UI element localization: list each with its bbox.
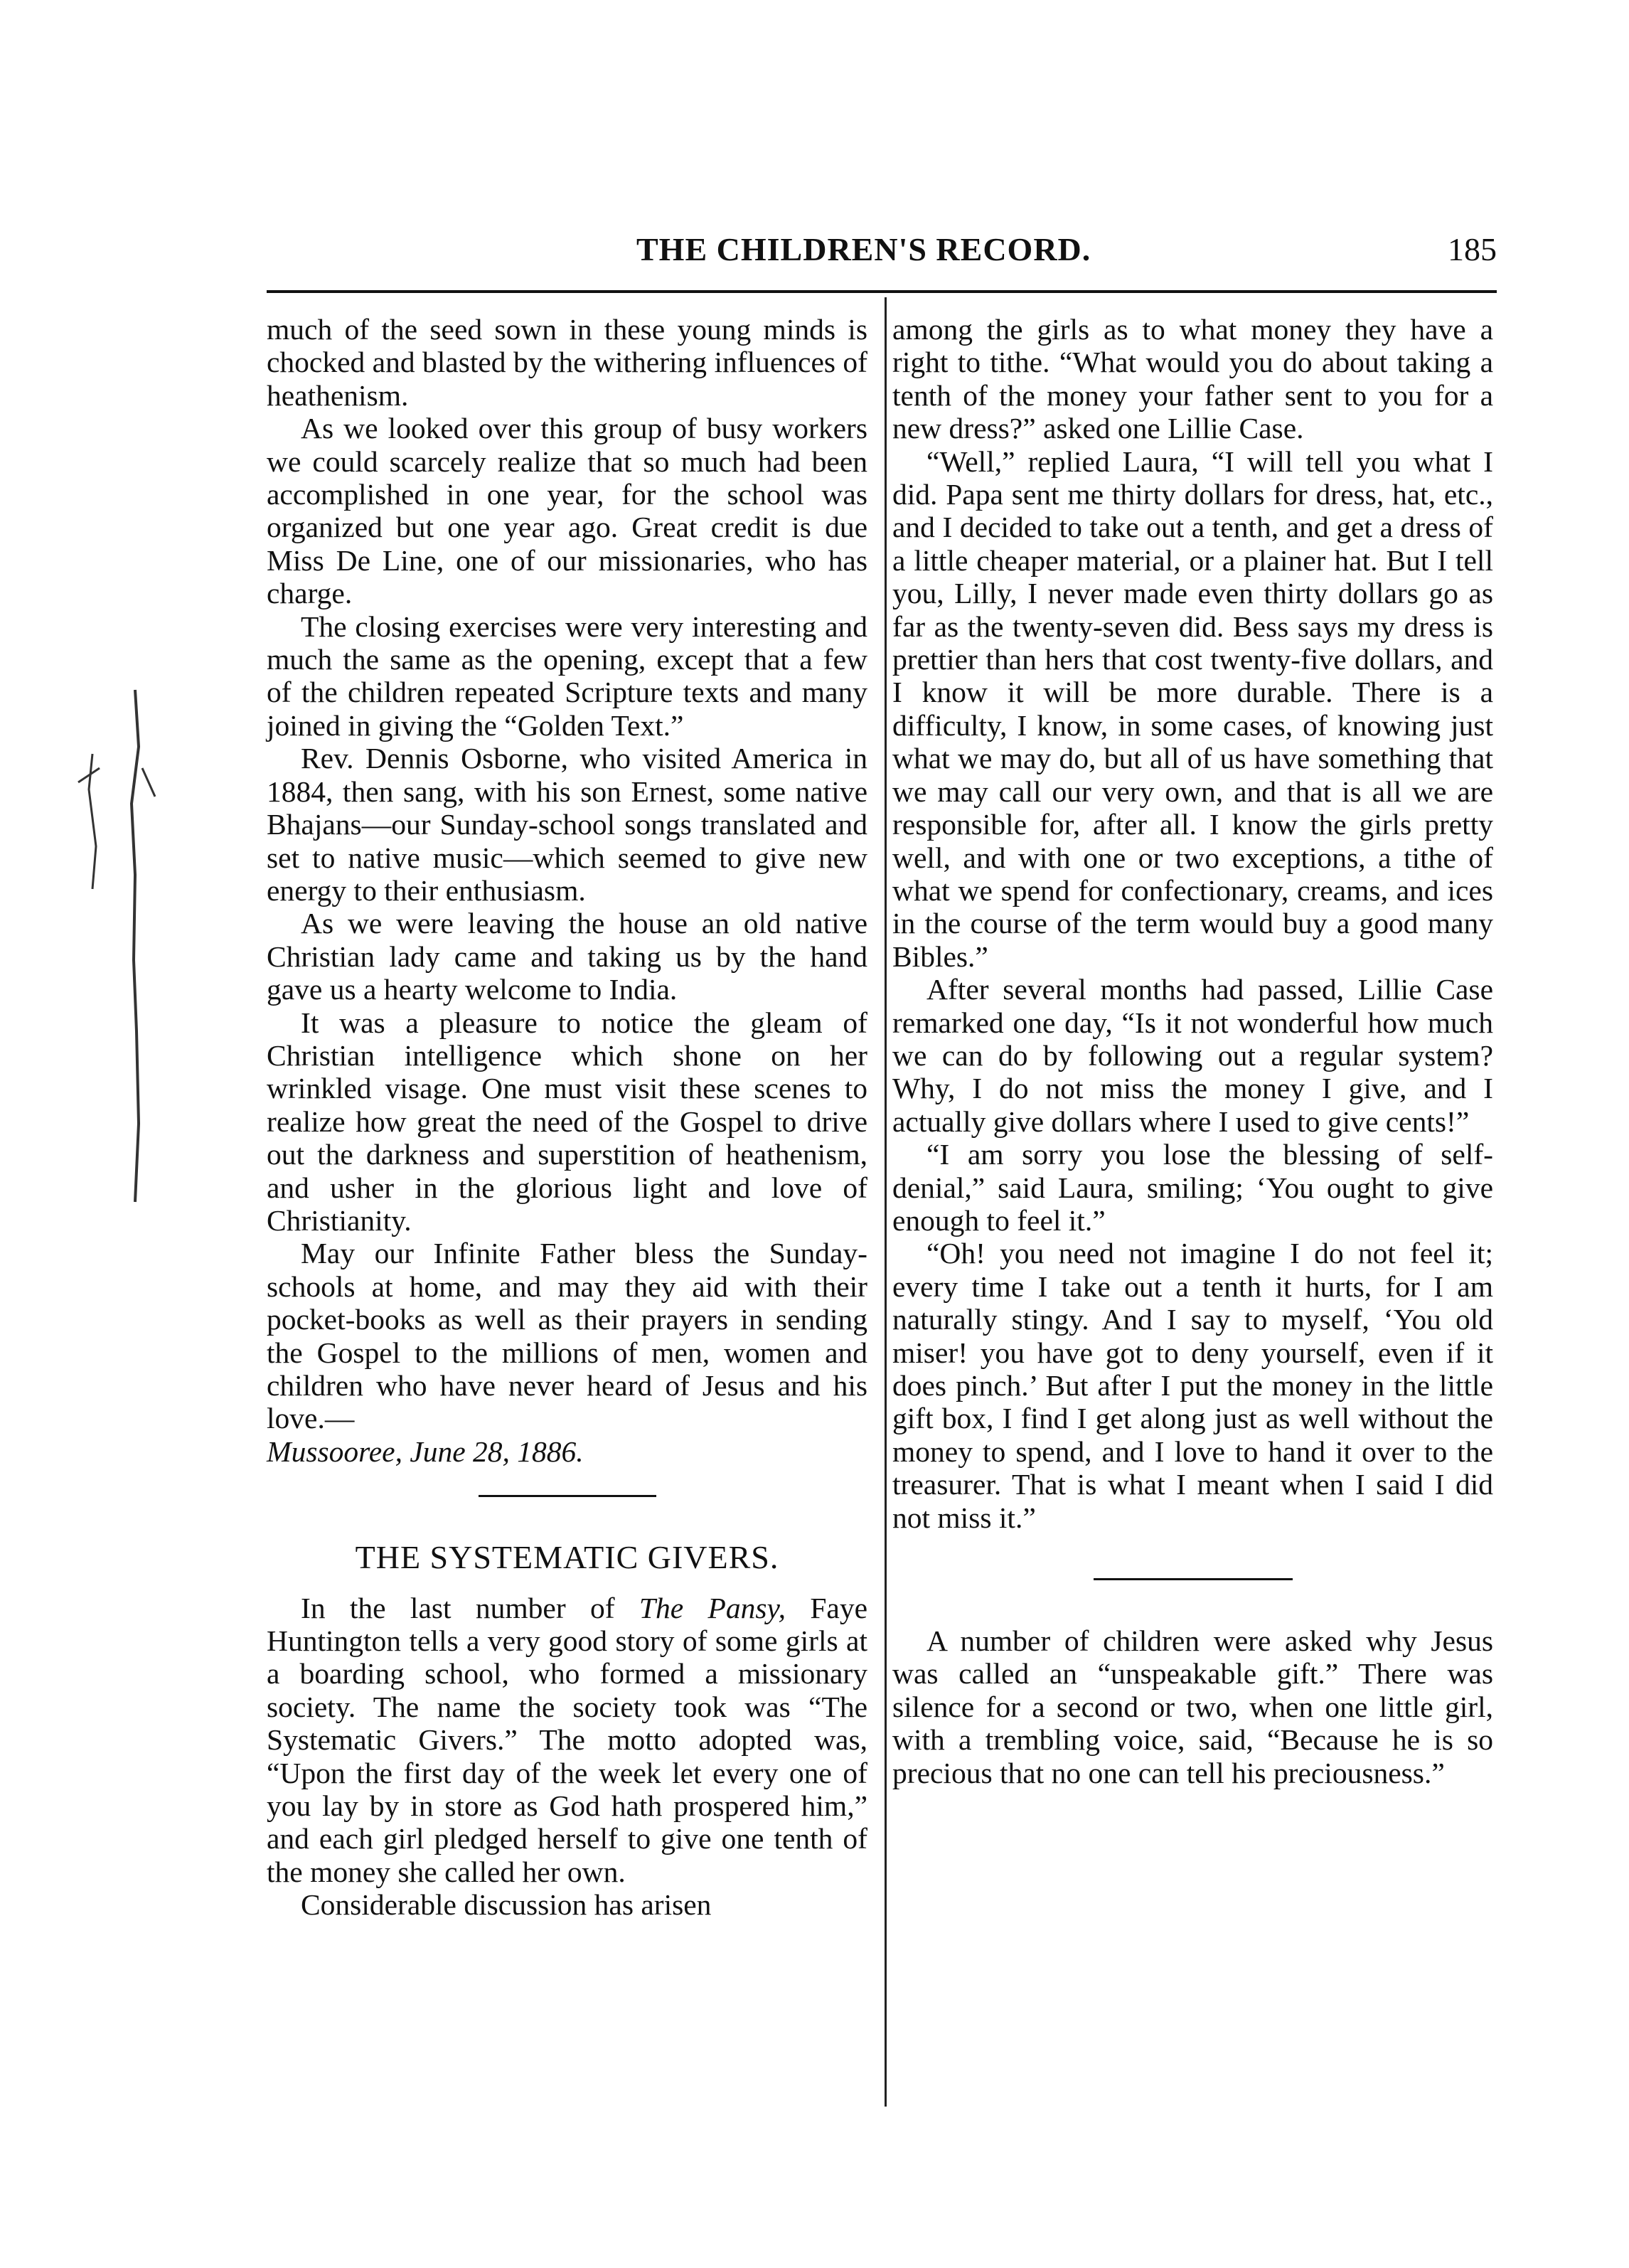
paragraph: “I am sorry you lose the blessing of self-denial,” said Laura, smiling; ‘You ought to give enough to feel it.” bbox=[892, 1138, 1493, 1237]
paragraph bbox=[267, 1592, 867, 1889]
paragraph: “Oh! you need not imagine I do not feel it; every time I take out a tenth it hurts, for I am naturally stingy. And I say to myself, ‘You old miser! you have got to deny yourself, even if it does pinch.’ But after I put the money in the little gift box, I find I get along just as well without the money to spend, and I love to hand it over to the treasurer. That is what I meant when I said I did not miss it.” bbox=[892, 1237, 1493, 1534]
margin-pencil-marks bbox=[71, 661, 164, 1230]
header-rule bbox=[267, 290, 1497, 293]
section-rule bbox=[479, 1495, 656, 1497]
paragraph: Considerable discussion has arisen bbox=[301, 1888, 712, 1922]
running-header bbox=[267, 226, 1497, 276]
paragraph: Rev. Dennis Osborne, who visited America in 1884, then sang, with his son Ernest, some native Bhajans—our Sunday-school songs translated and set to native music—which seemed to give new energy to their enthusiasm. bbox=[267, 742, 867, 907]
column-divider bbox=[885, 297, 887, 2107]
page-number: 185 bbox=[1448, 231, 1497, 267]
paragraph: May our Infinite Father bless the Sunday-schools at home, and may they aid with their pocket-books as well as their prayers in sending the Gospel to the millions of men, women and children who have never heard of Jesus and his love.— bbox=[267, 1237, 867, 1435]
section-title: THE SYSTEMATIC GIVERS. bbox=[355, 1539, 779, 1576]
journal-title: THE CHILDREN'S RECORD. bbox=[636, 231, 1091, 267]
intro-text: Faye Huntington tells a very good story of some girls at a boarding school, who formed a missionary society. The name the society took was “The Systematic Givers.” The motto adopted was, “Upon the first day of the week let every one of you lay by in store as God hath prospered him,” and each girl pledged herself to give one tenth of the money she called her own. bbox=[267, 1591, 867, 1888]
paragraph: It was a pleasure to notice the gleam of Christian intelligence which shone on her wrinkled visage. One must visit these scenes to realize how great the need of the Gospel to drive out the darkness and superstition of heathenism, and usher in the glorious light and love of Christianity. bbox=[267, 1006, 867, 1237]
paragraph: After several months had passed, Lillie Case remarked one day, “Is it not wonderful how much we can do by following out a regular system? Why, I do not miss the money I give, and I actually give dollars where I used to give cents!” bbox=[892, 973, 1493, 1138]
paragraph: As we looked over this group of busy workers we could scarcely realize that so much had been accomplished in one year, for the school was organized but one year ago. Great credit is due Miss De Line, one of our missionaries, who has charge. bbox=[267, 412, 867, 610]
intro-text: In the last number of bbox=[301, 1591, 639, 1624]
closing-paragraph: A number of children were asked why Jesus was called an “unspeakable gift.” There was silence for a second or two, when one little girl, with a trembling voice, said, “Because he is so precious that no one can tell his preciousness.” bbox=[892, 1624, 1493, 1789]
right-column bbox=[892, 313, 1493, 1789]
paragraph: “Well,” replied Laura, “I will tell you what I did. Papa sent me thirty dollars for dress, hat, etc., and I decided to take out a tenth, and get a dress of a little cheaper material, or a plainer hat. But I tell you, Lilly, I never made even thirty dollars go as far as the twenty-seven did. Bess says my dress is prettier than hers that cost twenty-five dollars, and I know it will be more durable. There is a difficulty, I know, in some cases, of knowing just what we may do, but all of us have something that we may call our very own, and that is all we are responsible for, after all. I know the girls pretty well, and with one or two exceptions, a tithe of what we spend for confectionary, creams, and ices in the course of the term would buy a good many Bibles.” bbox=[892, 444, 1493, 973]
dateline-signature: Mussooree, June 28, 1886. bbox=[267, 1434, 584, 1468]
paragraph: among the girls as to what money they have a right to tithe. “What would you do about taking a tenth of the money your father sent to you for a new dress?” asked one Lillie Case. bbox=[892, 313, 1493, 445]
paragraph: much of the seed sown in these young minds is chocked and blasted by the withering influences of heathenism. bbox=[267, 313, 867, 412]
left-column bbox=[267, 313, 867, 1922]
paragraph: The closing exercises were very interesting and much the same as the opening, except that a few of the children repeated Scripture texts and many joined in giving the “Golden Text.” bbox=[267, 609, 867, 742]
publication-title: The Pansy, bbox=[639, 1591, 786, 1624]
paragraph: As we were leaving the house an old native Christian lady came and taking us by the hand gave us a hearty welcome to India. bbox=[267, 907, 867, 1006]
section-rule bbox=[1094, 1578, 1293, 1580]
